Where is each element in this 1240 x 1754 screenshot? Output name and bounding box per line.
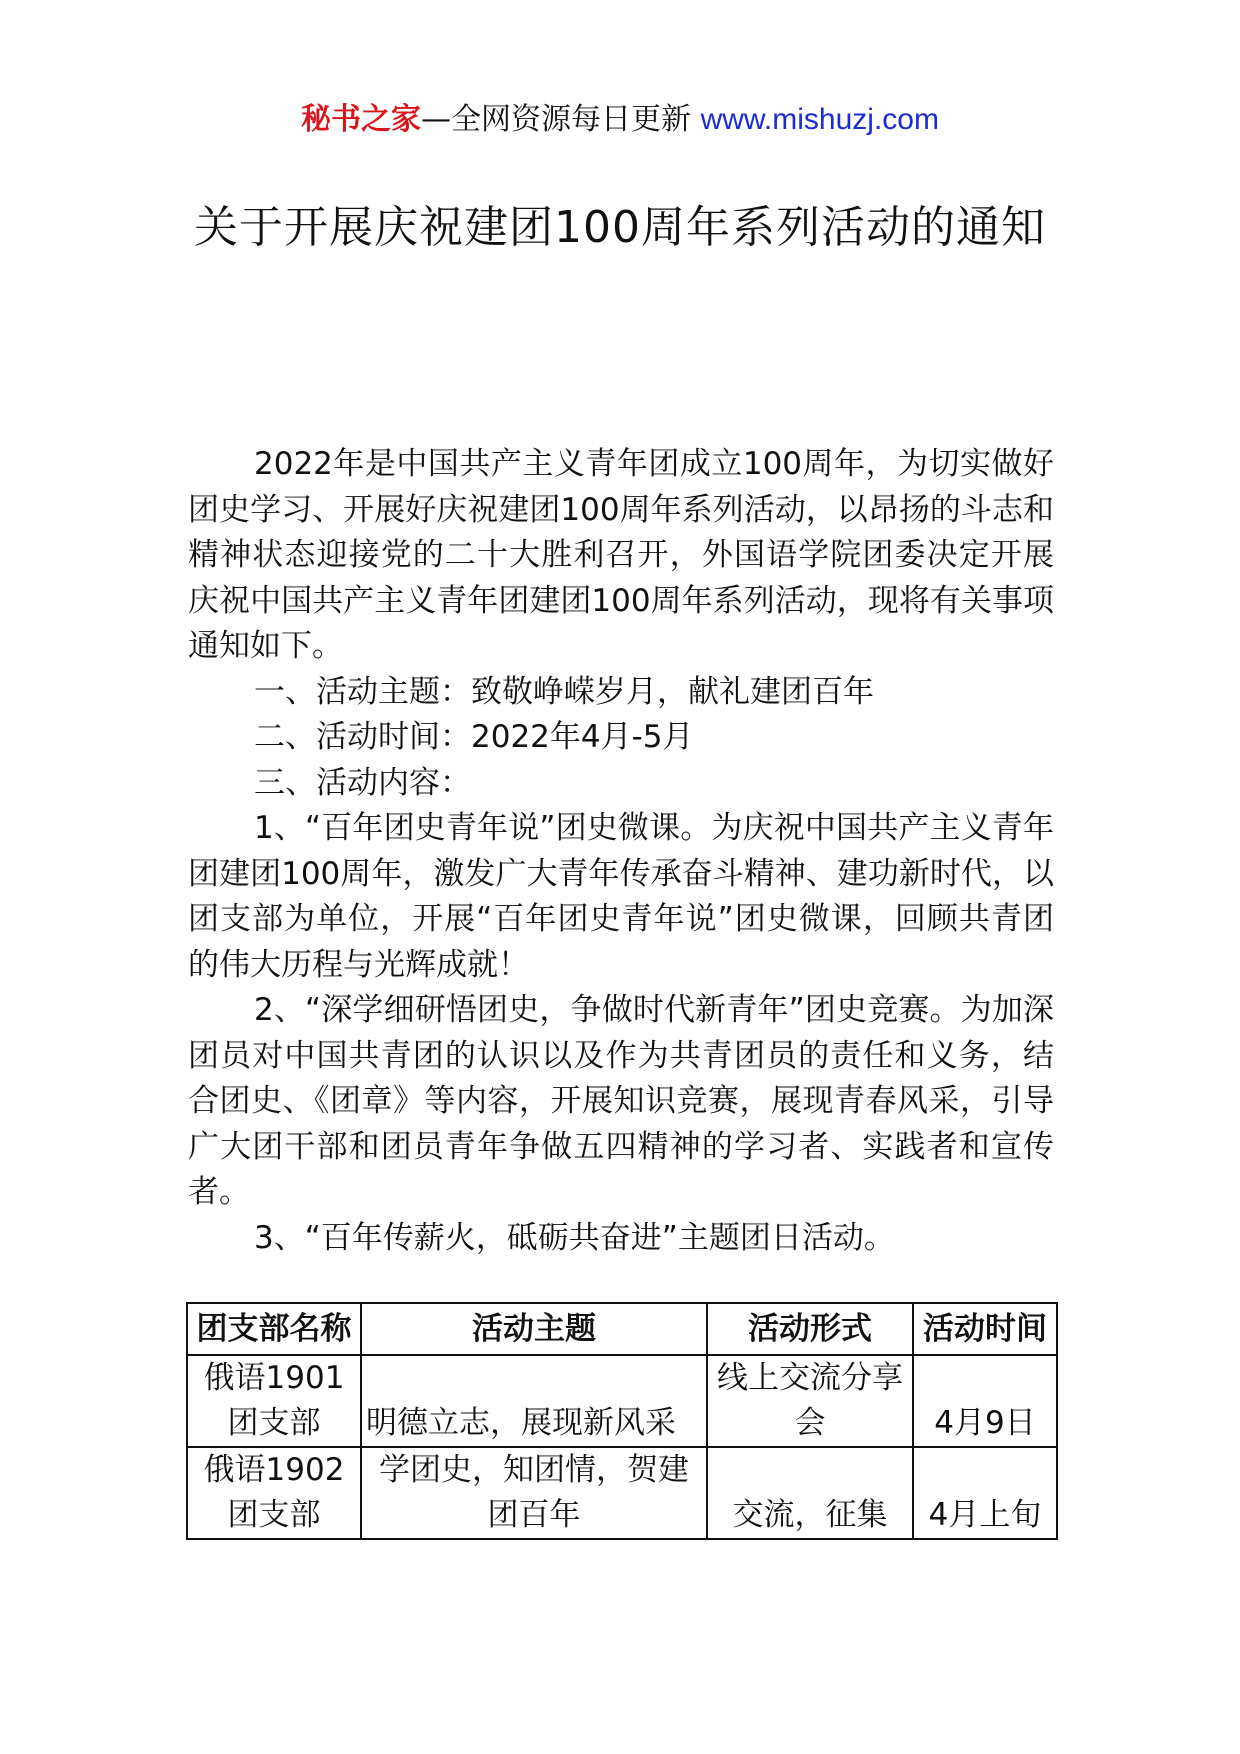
cell-branch: 俄语1902团支部	[187, 1447, 361, 1539]
content-item-2: 2、“深学细研悟团史，争做时代新青年”团史竞赛。为加深团员对中国共青团的认识以及作为共青团员的责任和义务，结合团史、《团章》等内容，开展知识竞赛，展现青春风采，引导广大团干部和团员青年争做五四精神的学习者、实践者和宣传者。	[188, 992, 1054, 1210]
table-row	[187, 1447, 1057, 1539]
content-item-3: 3、“百年传薪火，砥砺共奋进”主题团日活动。	[254, 1219, 895, 1256]
table-row	[187, 1355, 1057, 1447]
header-branch: 团支部名称	[187, 1303, 361, 1355]
document-body	[188, 442, 1054, 1261]
site-url-link[interactable]: www.mishuzj.com	[700, 103, 939, 136]
site-header	[0, 100, 1240, 140]
cell-theme: 明德立志，展现新风采	[361, 1355, 707, 1447]
section-time: 二、活动时间：2022年4月-5月	[254, 719, 694, 755]
section-content-heading: 三、活动内容：	[254, 764, 471, 801]
header-time: 活动时间	[913, 1303, 1057, 1355]
document-title: 关于开展庆祝建团100周年系列活动的通知	[194, 202, 1046, 253]
brand-name: 秘书之家	[301, 102, 422, 137]
cell-form: 线上交流分享会	[707, 1355, 913, 1447]
table-header-row	[187, 1303, 1057, 1355]
cell-theme: 学团史，知团情，贺建团百年	[361, 1447, 707, 1539]
content-item-1: 1、“百年团史青年说”团史微课。为庆祝中国共产主义青年团建团100周年，激发广大青年传承奋斗精神、建功新时代，以团支部为单位，开展“百年团史青年说”团史微课，回顾共青团的伟大历程与光辉成就！	[188, 810, 1054, 983]
cell-form: 交流，征集	[707, 1447, 913, 1539]
activity-table	[186, 1302, 1058, 1540]
header-tagline: —全网资源每日更新	[421, 102, 692, 137]
cell-branch: 俄语1901团支部	[187, 1355, 361, 1447]
header-form: 活动形式	[707, 1303, 913, 1355]
cell-time: 4月上旬	[913, 1447, 1057, 1539]
header-theme: 活动主题	[361, 1303, 707, 1355]
intro-paragraph: 2022年是中国共产主义青年团成立100周年，为切实做好团史学习、开展好庆祝建团100周年系列活动，以昂扬的斗志和精神状态迎接党的二十大胜利召开，外国语学院团委决定开展庆祝中国共产主义青年团建团100周年系列活动，现将有关事项通知如下。	[188, 446, 1054, 664]
cell-time: 4月9日	[913, 1355, 1057, 1447]
section-theme: 一、活动主题：致敬峥嵘岁月，献礼建团百年	[254, 673, 874, 710]
